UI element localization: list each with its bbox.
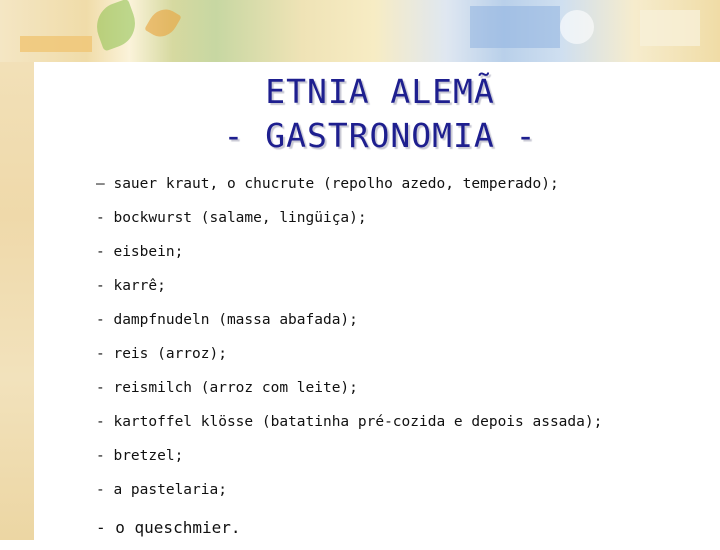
list-item: - o queschmier. xyxy=(96,518,241,537)
banner-decoration xyxy=(640,10,700,46)
list-item: - bretzel; xyxy=(96,448,184,464)
banner-decoration xyxy=(470,6,560,48)
list-item: - eisbein; xyxy=(96,244,184,260)
banner-decoration xyxy=(560,10,594,44)
food-list xyxy=(96,172,706,550)
list-item: - reis (arroz); xyxy=(96,346,227,362)
left-decorative-strip xyxy=(0,0,34,540)
leaf-decoration xyxy=(144,4,182,43)
list-item: - a pastelaria; xyxy=(96,482,227,498)
list-item: – sauer kraut, o chucrute (repolho azedo, temperado); xyxy=(96,176,559,192)
slide-title xyxy=(130,70,630,158)
list-item: - dampfnudeln (massa abafada); xyxy=(96,312,358,328)
list-item: - kartoffel klösse (batatinha pré-cozida e depois assada); xyxy=(96,414,603,430)
top-decorative-banner xyxy=(0,0,720,62)
list-item: - bockwurst (salame, lingüiça); xyxy=(96,210,367,226)
list-item: - karrê; xyxy=(96,278,166,294)
leaf-decoration xyxy=(90,0,142,52)
title-line-1: ETNIA ALEMÃ xyxy=(265,72,495,111)
banner-decoration xyxy=(20,36,92,52)
list-item: - reismilch (arroz com leite); xyxy=(96,380,358,396)
title-line-2: - GASTRONOMIA - xyxy=(223,116,537,155)
